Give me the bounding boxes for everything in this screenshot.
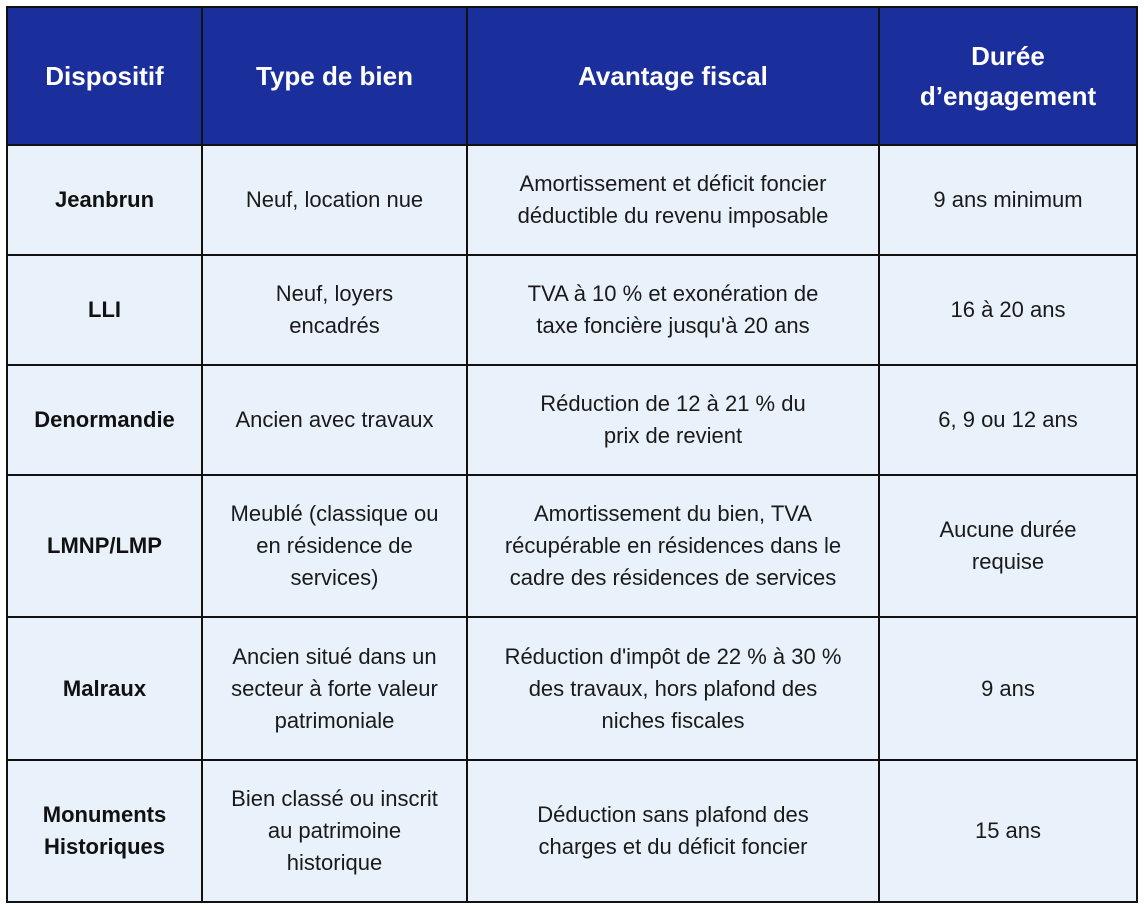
cell-dispositif: Malraux	[7, 617, 202, 760]
header-avantage-fiscal: Avantage fiscal	[467, 7, 879, 145]
cell-avantage-fiscal: Réduction de 12 à 21 % du prix de revient	[467, 365, 879, 475]
cell-type-de-bien: Bien classé ou inscrit au patrimoine historique	[202, 760, 467, 902]
cell-duree: 16 à 20 ans	[879, 255, 1137, 365]
cell-type-de-bien: Ancien situé dans un secteur à forte valeur patrimoniale	[202, 617, 467, 760]
cell-avantage-fiscal: Amortissement du bien, TVA récupérable en résidences dans le cadre des résidences de services	[467, 475, 879, 617]
fiscal-schemes-table	[6, 6, 1138, 903]
cell-dispositif: Denormandie	[7, 365, 202, 475]
table-header	[7, 7, 1137, 145]
table-row	[7, 760, 1137, 902]
header-row	[7, 7, 1137, 145]
cell-duree: 15 ans	[879, 760, 1137, 902]
cell-duree: Aucune durée requise	[879, 475, 1137, 617]
cell-dispositif: LLI	[7, 255, 202, 365]
header-duree-engagement: Durée d’engagement	[879, 7, 1137, 145]
cell-dispositif: Jeanbrun	[7, 145, 202, 255]
cell-dispositif: Monuments Historiques	[7, 760, 202, 902]
cell-duree: 9 ans	[879, 617, 1137, 760]
table-row	[7, 145, 1137, 255]
cell-duree: 9 ans minimum	[879, 145, 1137, 255]
table-row	[7, 475, 1137, 617]
cell-avantage-fiscal: Amortissement et déficit foncier déductible du revenu imposable	[467, 145, 879, 255]
cell-type-de-bien: Meublé (classique ou en résidence de services)	[202, 475, 467, 617]
cell-type-de-bien: Ancien avec travaux	[202, 365, 467, 475]
cell-type-de-bien: Neuf, location nue	[202, 145, 467, 255]
cell-duree: 6, 9 ou 12 ans	[879, 365, 1137, 475]
header-dispositif: Dispositif	[7, 7, 202, 145]
cell-avantage-fiscal: Réduction d'impôt de 22 % à 30 % des travaux, hors plafond des niches fiscales	[467, 617, 879, 760]
cell-avantage-fiscal: Déduction sans plafond des charges et du déficit foncier	[467, 760, 879, 902]
table-row	[7, 365, 1137, 475]
cell-type-de-bien: Neuf, loyers encadrés	[202, 255, 467, 365]
cell-avantage-fiscal: TVA à 10 % et exonération de taxe foncière jusqu'à 20 ans	[467, 255, 879, 365]
cell-dispositif: LMNP/LMP	[7, 475, 202, 617]
table-body	[7, 145, 1137, 902]
table-row	[7, 255, 1137, 365]
table-row	[7, 617, 1137, 760]
header-type-de-bien: Type de bien	[202, 7, 467, 145]
